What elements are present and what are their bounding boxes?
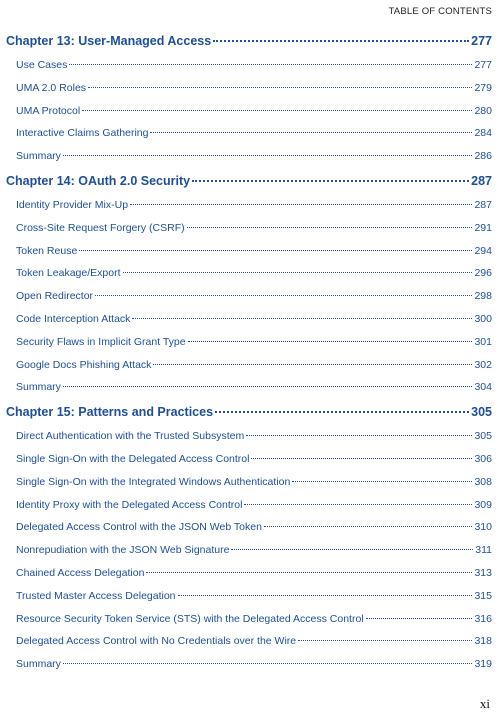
dot-leader xyxy=(132,318,472,319)
entry-page-number: 294 xyxy=(474,244,492,257)
entry-page-number: 316 xyxy=(474,612,492,625)
entry-page-number: 315 xyxy=(474,589,492,602)
toc-entry-sso-delegated[interactable] xyxy=(6,448,492,471)
entry-page-number: 279 xyxy=(474,81,492,94)
entry-title: Summary xyxy=(16,150,61,163)
chapter-title: Chapter 13: User-Managed Access xyxy=(6,34,212,48)
entry-title: Cross-Site Request Forgery (CSRF) xyxy=(16,221,185,234)
entry-title: Summary xyxy=(16,381,61,394)
toc-entry-delegated-jwt[interactable] xyxy=(6,516,492,539)
dot-leader xyxy=(178,595,473,596)
entry-title: Single Sign-On with the Delegated Access Control xyxy=(16,452,250,465)
entry-title: Trusted Master Access Delegation xyxy=(16,589,176,602)
dot-leader xyxy=(366,618,473,619)
entry-page-number: 284 xyxy=(474,127,492,140)
entry-title: Resource Security Token Service (STS) with the Delegated Access Control xyxy=(16,612,364,625)
dot-leader xyxy=(95,295,472,296)
dot-leader xyxy=(246,435,472,436)
chapter-14-link[interactable] xyxy=(6,168,492,194)
entry-title: UMA Protocol xyxy=(16,104,81,117)
dot-leader xyxy=(63,386,473,387)
dot-leader xyxy=(264,526,473,527)
entry-page-number: 305 xyxy=(474,430,492,443)
dot-leader xyxy=(63,663,473,664)
toc-entry-open-redirector[interactable] xyxy=(6,285,492,308)
entry-page-number: 318 xyxy=(474,635,492,648)
toc-entry-summary[interactable] xyxy=(6,653,492,676)
chapter-page-number: 277 xyxy=(471,34,492,48)
entry-page-number: 277 xyxy=(474,59,492,71)
entry-page-number: 304 xyxy=(474,381,492,394)
entry-title: Interactive Claims Gathering xyxy=(16,127,149,140)
entry-page-number: 300 xyxy=(474,312,492,325)
dot-leader xyxy=(192,180,469,182)
chapter-title: Chapter 15: Patterns and Practices xyxy=(6,405,214,420)
dot-leader xyxy=(213,40,469,42)
entry-page-number: 319 xyxy=(474,658,492,671)
entry-title: Code Interception Attack xyxy=(16,312,131,325)
entry-page-number: 313 xyxy=(474,566,492,579)
dot-leader xyxy=(130,204,472,205)
toc-entry-summary[interactable] xyxy=(6,376,492,399)
entry-page-number: 286 xyxy=(474,150,492,163)
entry-page-number: 309 xyxy=(474,498,492,511)
toc-entry-google-docs-phishing[interactable] xyxy=(6,354,492,377)
table-of-contents xyxy=(6,28,492,676)
toc-entry-summary[interactable] xyxy=(6,145,492,168)
toc-entry-token-reuse[interactable] xyxy=(6,240,492,263)
entry-page-number: 302 xyxy=(474,358,492,371)
dot-leader xyxy=(79,250,472,251)
dot-leader xyxy=(63,155,473,156)
toc-entry-chained-delegation[interactable] xyxy=(6,562,492,585)
entry-title: Nonrepudiation with the JSON Web Signature xyxy=(16,544,230,557)
entry-title: Use Cases xyxy=(16,59,68,71)
toc-entry-direct-authentication[interactable] xyxy=(6,425,492,448)
page-folio: xi xyxy=(479,696,490,711)
entry-page-number: 311 xyxy=(475,544,492,557)
dot-leader xyxy=(231,549,473,550)
entry-page-number: 301 xyxy=(474,335,492,348)
entry-page-number: 310 xyxy=(474,521,492,534)
entry-page-number: 298 xyxy=(474,290,492,303)
entry-page-number: 296 xyxy=(474,267,492,280)
chapter-title: Chapter 14: OAuth 2.0 Security xyxy=(6,173,191,188)
entry-page-number: 287 xyxy=(474,198,492,211)
toc-entry-nonrepudiation-jws[interactable] xyxy=(6,539,492,562)
toc-entry-no-credentials[interactable] xyxy=(6,630,492,653)
dot-leader xyxy=(69,64,472,65)
entry-title: Summary xyxy=(16,658,61,671)
entry-title: UMA 2.0 Roles xyxy=(16,81,87,94)
dot-leader xyxy=(82,110,472,111)
entry-title: Single Sign-On with the Integrated Windows Authentication xyxy=(16,475,291,488)
toc-entry-claims-gathering[interactable] xyxy=(6,122,492,145)
dot-leader xyxy=(298,640,472,641)
entry-page-number: 291 xyxy=(474,221,492,234)
entry-page-number: 306 xyxy=(474,452,492,465)
chapter-page-number: 287 xyxy=(471,173,492,188)
dot-leader xyxy=(150,132,472,133)
toc-entry-sso-windows-auth[interactable] xyxy=(6,471,492,494)
dot-leader xyxy=(146,572,472,573)
dot-leader xyxy=(187,227,473,228)
dot-leader xyxy=(251,458,472,459)
toc-entry-idp-mixup[interactable] xyxy=(6,194,492,217)
entry-page-number: 280 xyxy=(474,104,492,117)
toc-entry-csrf[interactable] xyxy=(6,217,492,240)
entry-title: Delegated Access Control with the JSON Web Token xyxy=(16,521,262,534)
dot-leader xyxy=(244,504,472,505)
chapter-13-link[interactable] xyxy=(6,28,492,54)
entry-title: Token Reuse xyxy=(16,244,78,257)
dot-leader xyxy=(215,411,469,413)
toc-entry-trusted-master[interactable] xyxy=(6,585,492,608)
toc-entry-implicit-grant[interactable] xyxy=(6,331,492,354)
dot-leader xyxy=(188,341,473,342)
dot-leader xyxy=(153,364,472,365)
toc-entry-uma-roles[interactable] xyxy=(6,77,492,100)
entry-title: Open Redirector xyxy=(16,290,94,303)
toc-entry-uma-protocol[interactable] xyxy=(6,100,492,123)
entry-title: Identity Proxy with the Delegated Access Control xyxy=(16,498,243,511)
entry-title: Chained Access Delegation xyxy=(16,566,145,579)
entry-title: Delegated Access Control with No Credentials over the Wire xyxy=(16,635,297,648)
entry-title: Direct Authentication with the Trusted Subsystem xyxy=(16,430,245,443)
dot-leader xyxy=(292,481,472,482)
toc-entry-token-leakage[interactable] xyxy=(6,262,492,285)
dot-leader xyxy=(123,272,473,273)
dot-leader xyxy=(88,87,472,88)
entry-page-number: 308 xyxy=(474,475,492,488)
toc-entry-code-interception[interactable] xyxy=(6,308,492,331)
entry-title: Identity Provider Mix-Up xyxy=(16,198,129,211)
entry-title: Google Docs Phishing Attack xyxy=(16,358,152,371)
toc-entry-resource-sts[interactable] xyxy=(6,608,492,631)
running-head: TABLE OF CONTENTS xyxy=(388,6,492,17)
entry-title: Security Flaws in Implicit Grant Type xyxy=(16,335,186,348)
toc-entry-use-cases[interactable] xyxy=(6,54,492,77)
toc-entry-identity-proxy[interactable] xyxy=(6,494,492,517)
entry-title: Token Leakage/Export xyxy=(16,267,121,280)
chapter-15-link[interactable] xyxy=(6,399,492,425)
chapter-page-number: 305 xyxy=(471,405,492,420)
